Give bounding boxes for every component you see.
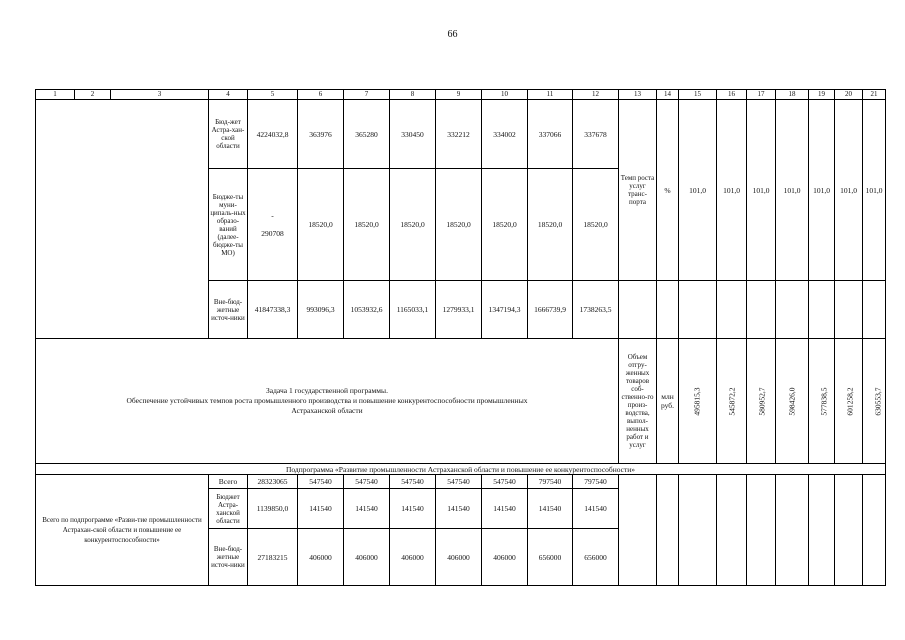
col-header: 21 [863,90,886,100]
target-value: 545872,2 [727,386,737,416]
unit-cell: % [657,100,679,281]
subprogram-row [36,464,886,475]
col-header: 8 [390,90,436,100]
task-text: Обеспечение устойчивых темпов роста промышленного производства и повышение конкурентоспособности промышленных [126,396,528,405]
value-cell: 18520,0 [298,169,344,281]
col-header: 15 [679,90,717,100]
value-cell: 1053932,6 [344,281,390,339]
col-header: 11 [528,90,573,100]
funding-source: Вне-бюд-жетные источ-ники [209,281,248,339]
empty-cell [717,475,747,586]
dash-mark: - [271,211,274,220]
value-cell: 1666739,9 [528,281,573,339]
value-cell: 4224032,8 [248,100,298,169]
empty-cell [619,281,657,339]
empty-cell [657,475,679,586]
target-cell: 101,0 [717,100,747,281]
empty-cell [809,475,835,586]
funding-source: Всего [209,475,248,489]
value-cell: 1347194,3 [482,281,528,339]
target-cell [679,339,717,464]
page-number: 66 [447,29,458,40]
target-value: 580952,7 [757,386,767,416]
funding-source: Бюдже-ты муни-ципаль-ных образо-ваний (далее-бюдже-ты МО) [209,169,248,281]
value-cell: 365280 [344,100,390,169]
target-cell [863,339,886,464]
value-cell: 332212 [436,100,482,169]
target-cell [809,339,835,464]
target-cell: 101,0 [835,100,863,281]
table-row [36,475,886,489]
col-header: 7 [344,90,390,100]
value-cell: 406000 [390,529,436,586]
value-cell: 18520,0 [528,169,573,281]
value-cell: 406000 [482,529,528,586]
value-cell: 1738263,5 [573,281,619,339]
column-number-row [36,90,886,100]
value-cell: 993096,3 [298,281,344,339]
funding-source: Бюд-жет Астра-хан-ской области [209,100,248,169]
value-cell [248,169,298,281]
col-header: 2 [75,90,111,100]
value-cell: 141540 [528,489,573,529]
task-text-end: Астраханской области [291,406,363,415]
value-cell: 18520,0 [436,169,482,281]
empty-cell [809,281,835,339]
value-cell: 406000 [298,529,344,586]
target-cell [776,339,809,464]
value-cell: 406000 [436,529,482,586]
value-cell: 330450 [390,100,436,169]
task-title: Задача 1 государственной программы. [266,386,388,395]
empty-cell [863,475,886,586]
col-header: 9 [436,90,482,100]
target-cell: 101,0 [863,100,886,281]
subprogram-title: Подпрограмма «Развитие промышленности Астраханской области и повышение ее конкурентоспособности» [36,464,886,475]
indicator-name: Темп роста услуг транс-порта [619,100,657,281]
empty-cell [835,281,863,339]
target-cell: 101,0 [776,100,809,281]
empty-cell [776,475,809,586]
value-cell: 797540 [573,475,619,489]
value-cell: 18520,0 [482,169,528,281]
value-cell: 41847338,3 [248,281,298,339]
col-header: 10 [482,90,528,100]
value-cell: 406000 [344,529,390,586]
col-header: 20 [835,90,863,100]
col-header: 1 [36,90,75,100]
col-header: 4 [209,90,248,100]
value-cell: 337066 [528,100,573,169]
value-cell: 141540 [436,489,482,529]
value-cell: 656000 [528,529,573,586]
col-header: 17 [747,90,776,100]
indicator-name: Объем отгру-женных товаров соб-ственно-го произ-водства, выпол-ненных работ и услуг [619,339,657,464]
value-cell: 18520,0 [573,169,619,281]
value-cell: 27183215 [248,529,298,586]
budget-table [35,89,886,586]
value-cell: 141540 [344,489,390,529]
task-row [36,339,886,464]
table-row [36,100,886,169]
value-cell: 141540 [390,489,436,529]
target-value: 577838,5 [819,386,829,416]
value-cell: 547540 [390,475,436,489]
target-cell [747,339,776,464]
empty-cell [619,475,657,586]
value-cell: 334002 [482,100,528,169]
subprogram-total-label: Всего по подпрограмме «Разви-тие промышленности Астрахан-ской области и повышение ее конкурентоспособности» [36,475,209,586]
value-cell: 337678 [573,100,619,169]
empty-cell [776,281,809,339]
col-header: 18 [776,90,809,100]
task-description [36,339,619,464]
target-cell: 101,0 [747,100,776,281]
empty-cell [747,475,776,586]
target-value: 495815,3 [693,386,702,416]
empty-cell [717,281,747,339]
target-value: 601258,2 [845,386,855,416]
target-cell [717,339,747,464]
value-cell: 547540 [298,475,344,489]
col-header: 14 [657,90,679,100]
col-header: 19 [809,90,835,100]
value-cell: 141540 [573,489,619,529]
value-cell: 656000 [573,529,619,586]
unit-cell: млн руб. [657,339,679,464]
value-cell: 1139850,0 [248,489,298,529]
value-cell: 797540 [528,475,573,489]
col-header: 12 [573,90,619,100]
value-cell: 1165033,1 [390,281,436,339]
target-cell: 101,0 [679,100,717,281]
value-cell: 18520,0 [390,169,436,281]
empty-cell [679,281,717,339]
empty-cell [835,475,863,586]
value-cell: 363976 [298,100,344,169]
target-cell [835,339,863,464]
funding-source: Вне-бюд-жетные источ-ники [209,529,248,586]
value-cell: 18520,0 [344,169,390,281]
empty-cell [657,281,679,339]
value-text: 290708 [261,229,284,238]
value-cell: 141540 [298,489,344,529]
col-header: 16 [717,90,747,100]
col-header: 3 [111,90,209,100]
empty-cell [679,475,717,586]
empty-cell [36,100,209,339]
value-cell: 1279933,1 [436,281,482,339]
col-header: 5 [248,90,298,100]
target-value: 598426,0 [787,386,797,416]
col-header: 13 [619,90,657,100]
col-header: 6 [298,90,344,100]
value-cell: 141540 [482,489,528,529]
empty-cell [747,281,776,339]
value-cell: 547540 [482,475,528,489]
target-value: 630553,7 [873,386,883,416]
target-cell: 101,0 [809,100,835,281]
value-cell: 547540 [436,475,482,489]
value-cell: 28323065 [248,475,298,489]
empty-cell [863,281,886,339]
value-cell: 547540 [344,475,390,489]
funding-source: Бюджет Астра-ханской области [209,489,248,529]
